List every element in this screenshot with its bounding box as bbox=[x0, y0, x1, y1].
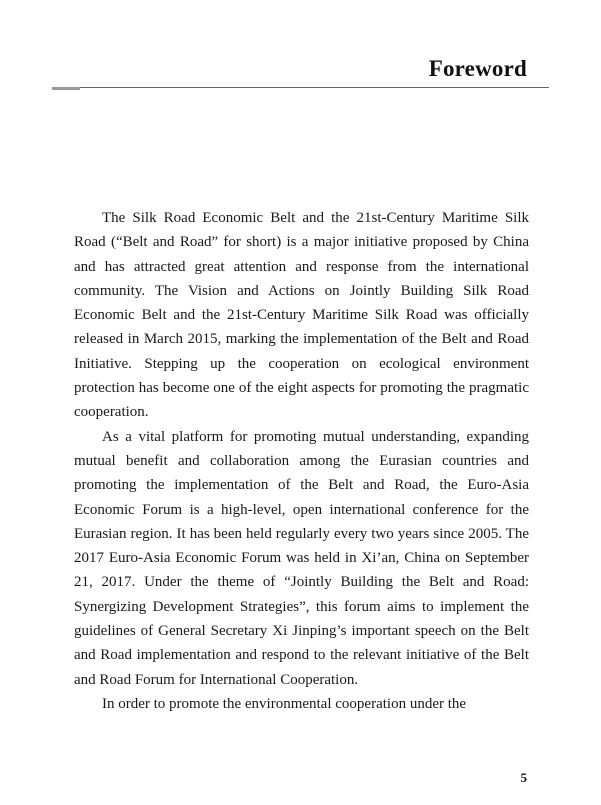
page-title: Foreword bbox=[428, 56, 527, 81]
paragraph-3: In order to promote the environmental cooperation under the bbox=[102, 695, 467, 712]
paragraph-2: As a vital platform for promoting mutual understanding, expanding mutual benefit and collaboration among the Eurasian countries and promoting the implementation of the Belt and Road, the Euro-Asia Economic Forum is a high-level, open international conference for the Eurasian region. It has been held regularly every two years since 2005. The 2017 Euro-Asia Economic Forum was held in Xi’an, China on September 21, 2017. Under the theme of “Jointly Building the Belt and Road: Synergizing Development Strategies”, this forum aims to implement the guidelines of General Secretary Xi Jinping’s important speech on the Belt and Road implementation and respond to the relevant initiative of the Belt and Road Forum for International Cooperation. bbox=[74, 428, 529, 688]
page-number: 5 bbox=[520, 770, 527, 785]
body-text bbox=[74, 206, 529, 716]
paragraph-1: The Silk Road Economic Belt and the 21st-Century Maritime Silk Road (“Belt and Road” for short) is a major initiative proposed by China and has attracted great attention and response from the international community. The Vision and Actions on Jointly Building Silk Road Economic Belt and the 21st-Century Maritime Silk Road was officially released in March 2015, marking the implementation of the Belt and Road Initiative. Stepping up the cooperation on ecological environment protection has become one of the eight aspects for promoting the pragmatic cooperation. bbox=[74, 210, 529, 421]
header-rule-accent bbox=[52, 87, 80, 90]
header-rule bbox=[52, 87, 549, 88]
